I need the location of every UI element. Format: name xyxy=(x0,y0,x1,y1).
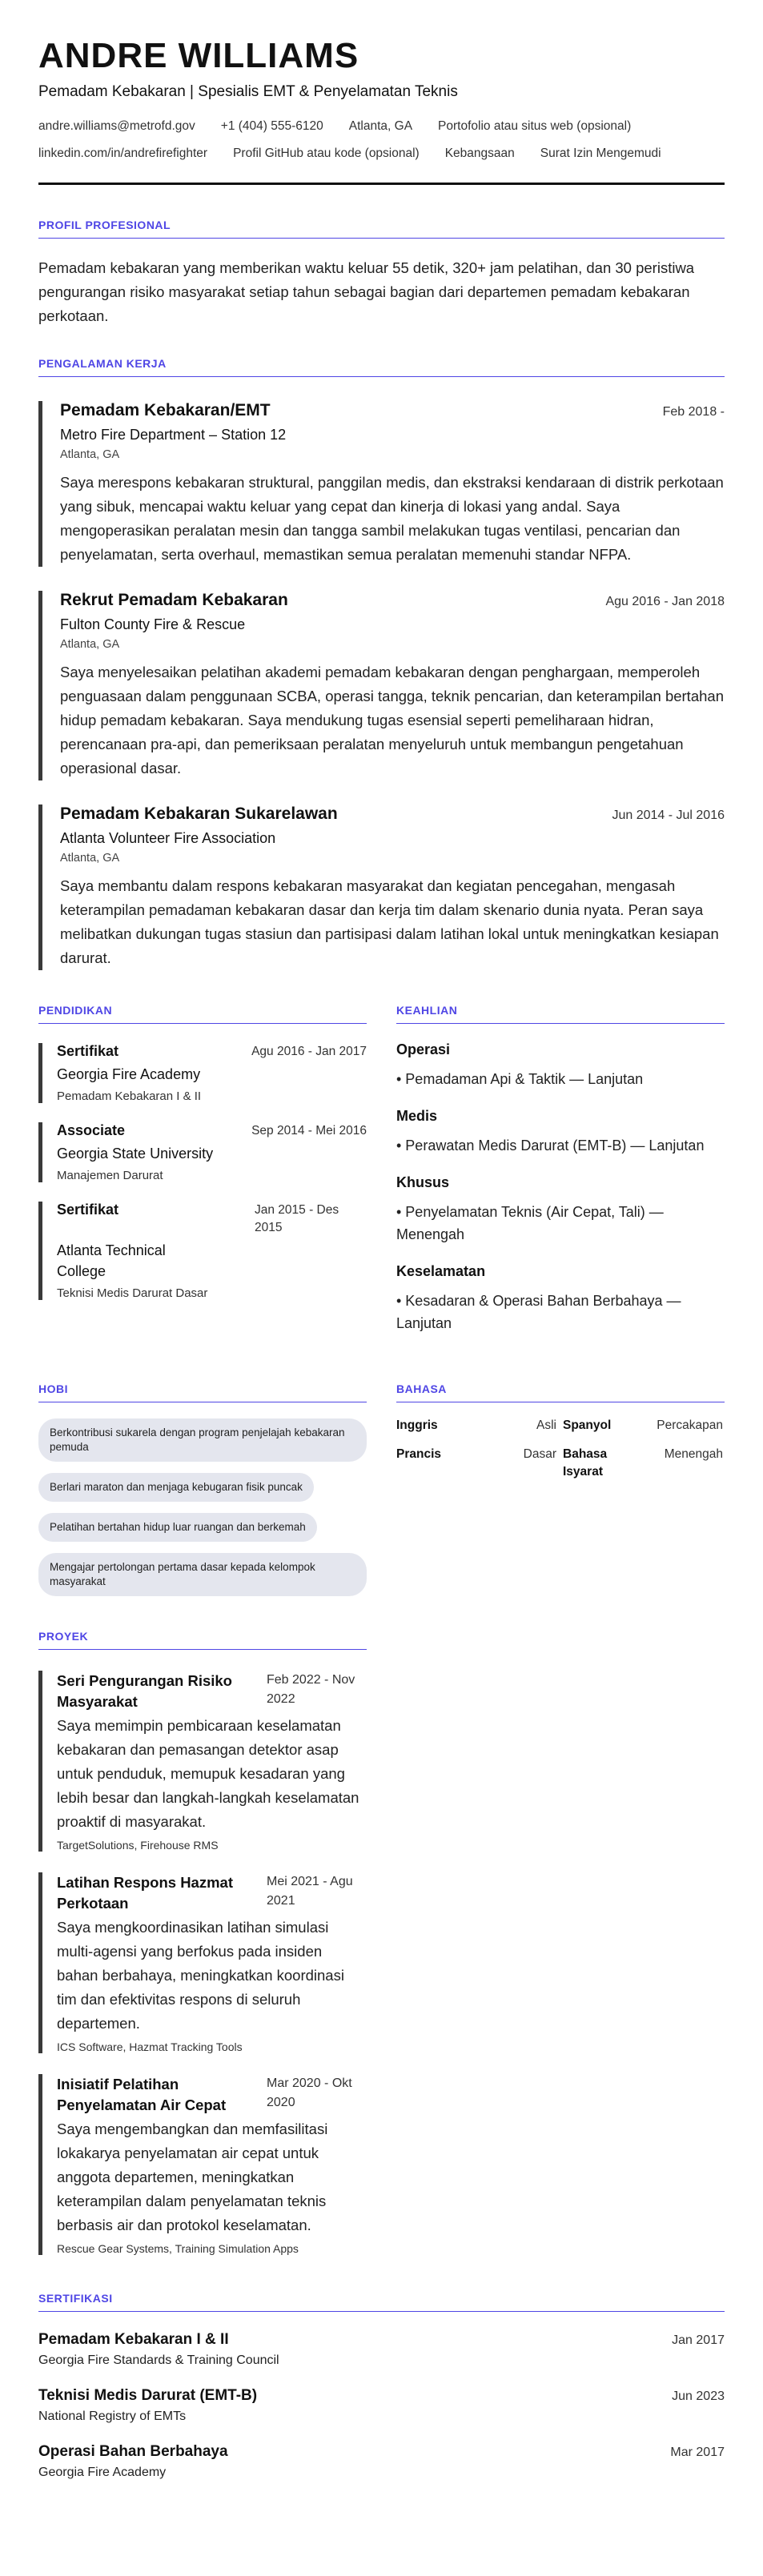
section-title: PENGALAMAN KERJA xyxy=(38,357,167,370)
education-field: Manajemen Darurat xyxy=(57,1169,163,1182)
project-entry xyxy=(38,1872,367,2053)
contact-info xyxy=(38,118,695,173)
education-field: Teknisi Medis Darurat Dasar xyxy=(57,1286,208,1300)
section-title: SERTIFIKASI xyxy=(38,2292,113,2305)
job-description: Saya membantu dalam respons kebakaran masyarakat dan kegiatan pencegahan, mengasah keterampilan pemadaman kebakaran dasar dan kerja tim dalam skenario dunia nyata. Peran saya melibatkan dukungan tugas stasiun dan partisipasi dalam latihan lokal untuk meningkatkan kesiapan darurat. xyxy=(60,877,719,966)
language-name: Bahasa Isyarat xyxy=(563,1447,608,1479)
certifications-section xyxy=(38,2292,725,2480)
language-level: Dasar xyxy=(523,1447,556,1461)
section-title: HOBI xyxy=(38,1382,68,1395)
certification-date: Jan 2017 xyxy=(672,2333,725,2347)
skill-category: Keselamatan xyxy=(396,1263,486,1279)
language-level: Asli xyxy=(536,1418,556,1432)
job-company: Fulton County Fire & Rescue xyxy=(60,616,246,632)
education-entry xyxy=(38,1202,367,1300)
job-description: Saya menyelesaikan pelatihan akademi pemadam kebakaran dengan penghargaan, memperoleh penguasaan dalam penggunaan SCBA, operasi tangga, teknik pencarian, dan keterampilan bertahan hidup pemadam kebakaran. Saya mendukung tugas esensial seperti pemeliharaan hidran, perencanaan pra-api, dan pemeriksaan peralatan menyeluruh untuk membangun pengetahuan operasional dasar. xyxy=(60,664,724,776)
job-entry xyxy=(38,591,725,780)
job-title: Pemadam Kebakaran/EMT xyxy=(60,401,271,419)
education-degree: Associate xyxy=(57,1122,126,1138)
job-company: Atlanta Volunteer Fire Association xyxy=(60,830,276,846)
section-divider xyxy=(396,1023,725,1024)
contact-linkedin[interactable]: linkedin.com/in/andrefirefighter xyxy=(38,146,208,160)
education-school: Georgia State University xyxy=(57,1146,214,1162)
job-title: Rekrut Pemadam Kebakaran xyxy=(60,591,288,609)
hobby-chip: Pelatihan bertahan hidup luar ruangan dan berkemah xyxy=(38,1513,317,1542)
section-title: PENDIDIKAN xyxy=(38,1004,113,1017)
certification-name: Pemadam Kebakaran I & II xyxy=(38,2331,229,2348)
language-name: Inggris xyxy=(396,1418,438,1432)
skills-section xyxy=(396,1004,725,1334)
section-divider xyxy=(38,238,725,239)
job-description: Saya merespons kebakaran struktural, panggilan medis, dan ekstraksi kendaraan di distrik perkotaan yang sibuk, mencapai waktu keluar yang cepat dan kinerja di lokasi yang andal. Saya mengoperasikan peralatan mesin dan tangga sambil melakukan tugas ventilasi, pencarian dan penyelamatan, serta overhaul, memastikan semua peralatan memenuhi standar NFPA. xyxy=(60,474,724,563)
hobby-chip: Berkontribusi sukarela dengan program penjelajah kebakaran pemuda xyxy=(38,1418,367,1462)
language-level: Percakapan xyxy=(657,1418,723,1432)
job-date: Agu 2016 - Jan 2018 xyxy=(605,595,725,608)
project-tools: TargetSolutions, Firehouse RMS xyxy=(57,1839,219,1852)
project-description: Saya mengkoordinasikan latihan simulasi multi-agensi yang berfokus pada insiden bahan berbahaya, meningkatkan koordinasi tim dan efektivitas respons di seluruh departemen. xyxy=(57,1919,344,2032)
language-item xyxy=(396,1417,563,1434)
section-title: KEAHLIAN xyxy=(396,1004,458,1017)
job-title: Pemadam Kebakaran Sukarelawan xyxy=(60,804,338,823)
certification-issuer: National Registry of EMTs xyxy=(38,2409,187,2423)
hobby-chip: Mengajar pertolongan pertama dasar kepada kelompok masyarakat xyxy=(38,1553,367,1596)
language-list xyxy=(396,1417,725,1481)
hobby-chip: Berlari maraton dan menjaga kebugaran fisik puncak xyxy=(38,1473,314,1502)
section-title: BAHASA xyxy=(396,1382,447,1395)
language-name: Spanyol xyxy=(563,1418,612,1432)
resume-header xyxy=(38,35,725,185)
section-divider xyxy=(38,2311,725,2312)
skill-item: • Penyelamatan Teknis (Air Cepat, Tali) — Menengah xyxy=(396,1204,664,1242)
hobby-list xyxy=(38,1418,367,1607)
section-title: PROFIL PROFESIONAL xyxy=(38,219,171,231)
project-tools: Rescue Gear Systems, Training Simulation Apps xyxy=(57,2242,299,2255)
languages-section xyxy=(396,1382,725,2255)
certification-name: Teknisi Medis Darurat (EMT-B) xyxy=(38,2387,258,2404)
certification-entry xyxy=(38,2387,725,2424)
certification-date: Jun 2023 xyxy=(672,2389,725,2403)
project-description: Saya mengembangkan dan memfasilitasi lokakarya penyelamatan air cepat untuk anggota departemen, meningkatkan keterampilan dalam penyelamatan teknis berbasis air dan protokol keselamatan. xyxy=(57,2121,328,2233)
contact-driving-license: Surat Izin Mengemudi xyxy=(540,146,661,160)
contact-portfolio[interactable]: Portofolio atau situs web (opsional) xyxy=(438,119,632,133)
job-location: Atlanta, GA xyxy=(60,638,120,651)
education-section xyxy=(38,1004,367,1334)
education-degree: Sertifikat xyxy=(57,1202,119,1218)
hobbies-languages-row xyxy=(38,1382,725,2255)
education-entry xyxy=(38,1122,367,1182)
job-company: Metro Fire Department – Station 12 xyxy=(60,427,287,443)
profile-section xyxy=(38,219,725,328)
skill-category: Khusus xyxy=(396,1174,450,1190)
certification-issuer: Georgia Fire Standards & Training Council xyxy=(38,2353,279,2367)
profile-summary: Pemadam kebakaran yang memberikan waktu keluar 55 detik, 320+ jam pelatihan, dan 30 peristiwa pengurangan risiko masyarakat setiap tahun sebagai bagian dari departemen pemadam kebakaran perkotaan. xyxy=(38,259,695,324)
section-divider xyxy=(38,1649,367,1650)
contact-location: Atlanta, GA xyxy=(348,119,413,133)
education-skills-row xyxy=(38,1004,725,1334)
projects-section xyxy=(38,1630,367,2255)
skill-category: Medis xyxy=(396,1108,438,1124)
education-degree: Sertifikat xyxy=(57,1043,119,1059)
education-field: Pemadam Kebakaran I & II xyxy=(57,1089,202,1103)
certification-name: Operasi Bahan Berbahaya xyxy=(38,2443,228,2460)
project-date: Feb 2022 - Nov 2022 xyxy=(267,1673,355,1706)
left-column xyxy=(38,1382,367,2255)
contact-phone[interactable]: +1 (404) 555-6120 xyxy=(220,119,323,133)
section-divider xyxy=(38,1023,367,1024)
job-entry xyxy=(38,401,725,567)
skill-item: • Perawatan Medis Darurat (EMT-B) — Lanjutan xyxy=(396,1138,705,1154)
job-date: Jun 2014 - Jul 2016 xyxy=(612,809,725,822)
contact-email[interactable]: andre.williams@metrofd.gov xyxy=(38,119,195,133)
certification-entry xyxy=(38,2331,725,2368)
language-level: Menengah xyxy=(664,1447,723,1461)
certification-issuer: Georgia Fire Academy xyxy=(38,2466,167,2479)
education-date: Jan 2015 - Des 2015 xyxy=(255,1203,339,1234)
experience-section xyxy=(38,357,725,970)
project-entry xyxy=(38,1671,367,1852)
section-title: PROYEK xyxy=(38,1630,89,1643)
skill-item: • Kesadaran & Operasi Bahan Berbahaya — Lanjutan xyxy=(396,1293,681,1331)
candidate-headline: Pemadam Kebakaran | Spesialis EMT & Penyelamatan Teknis xyxy=(38,83,458,100)
hobbies-section xyxy=(38,1382,367,1607)
project-description: Saya memimpin pembicaraan keselamatan kebakaran dan pemasangan detektor asap untuk penduduk, memupuk kesadaran yang lebih besar dan langkah-langkah keselamatan proaktif di masyarakat. xyxy=(57,1717,359,1830)
language-name: Prancis xyxy=(396,1447,442,1461)
education-school: Atlanta Technical College xyxy=(57,1242,166,1279)
education-entry xyxy=(38,1043,367,1103)
project-tools: ICS Software, Hazmat Tracking Tools xyxy=(57,2040,243,2053)
skill-item: • Pemadaman Api & Taktik — Lanjutan xyxy=(396,1071,644,1087)
header-divider xyxy=(38,183,725,185)
project-date: Mar 2020 - Okt 2020 xyxy=(267,2076,352,2109)
candidate-name: ANDRE WILLIAMS xyxy=(38,36,359,75)
education-date: Sep 2014 - Mei 2016 xyxy=(251,1124,367,1138)
project-title: Seri Pengurangan Risiko Masyarakat xyxy=(57,1672,232,1710)
job-entry xyxy=(38,804,725,970)
section-divider xyxy=(38,376,725,377)
contact-github[interactable]: Profil GitHub atau kode (opsional) xyxy=(233,146,420,160)
contact-nationality: Kebangsaan xyxy=(444,146,515,160)
language-item xyxy=(396,1446,563,1481)
job-location: Atlanta, GA xyxy=(60,448,120,461)
language-item xyxy=(563,1417,729,1434)
job-location: Atlanta, GA xyxy=(60,852,120,865)
education-school: Georgia Fire Academy xyxy=(57,1066,201,1082)
certification-entry xyxy=(38,2443,725,2480)
language-item xyxy=(563,1446,729,1481)
project-date: Mei 2021 - Agu 2021 xyxy=(267,1875,353,1908)
education-date: Agu 2016 - Jan 2017 xyxy=(251,1045,367,1058)
job-date: Feb 2018 - xyxy=(662,405,725,419)
project-entry xyxy=(38,2074,367,2255)
project-title: Latihan Respons Hazmat Perkotaan xyxy=(57,1874,233,1912)
skill-category: Operasi xyxy=(396,1041,451,1057)
project-title: Inisiatif Pelatihan Penyelamatan Air Cepat xyxy=(57,2076,227,2113)
certification-date: Mar 2017 xyxy=(670,2446,725,2459)
